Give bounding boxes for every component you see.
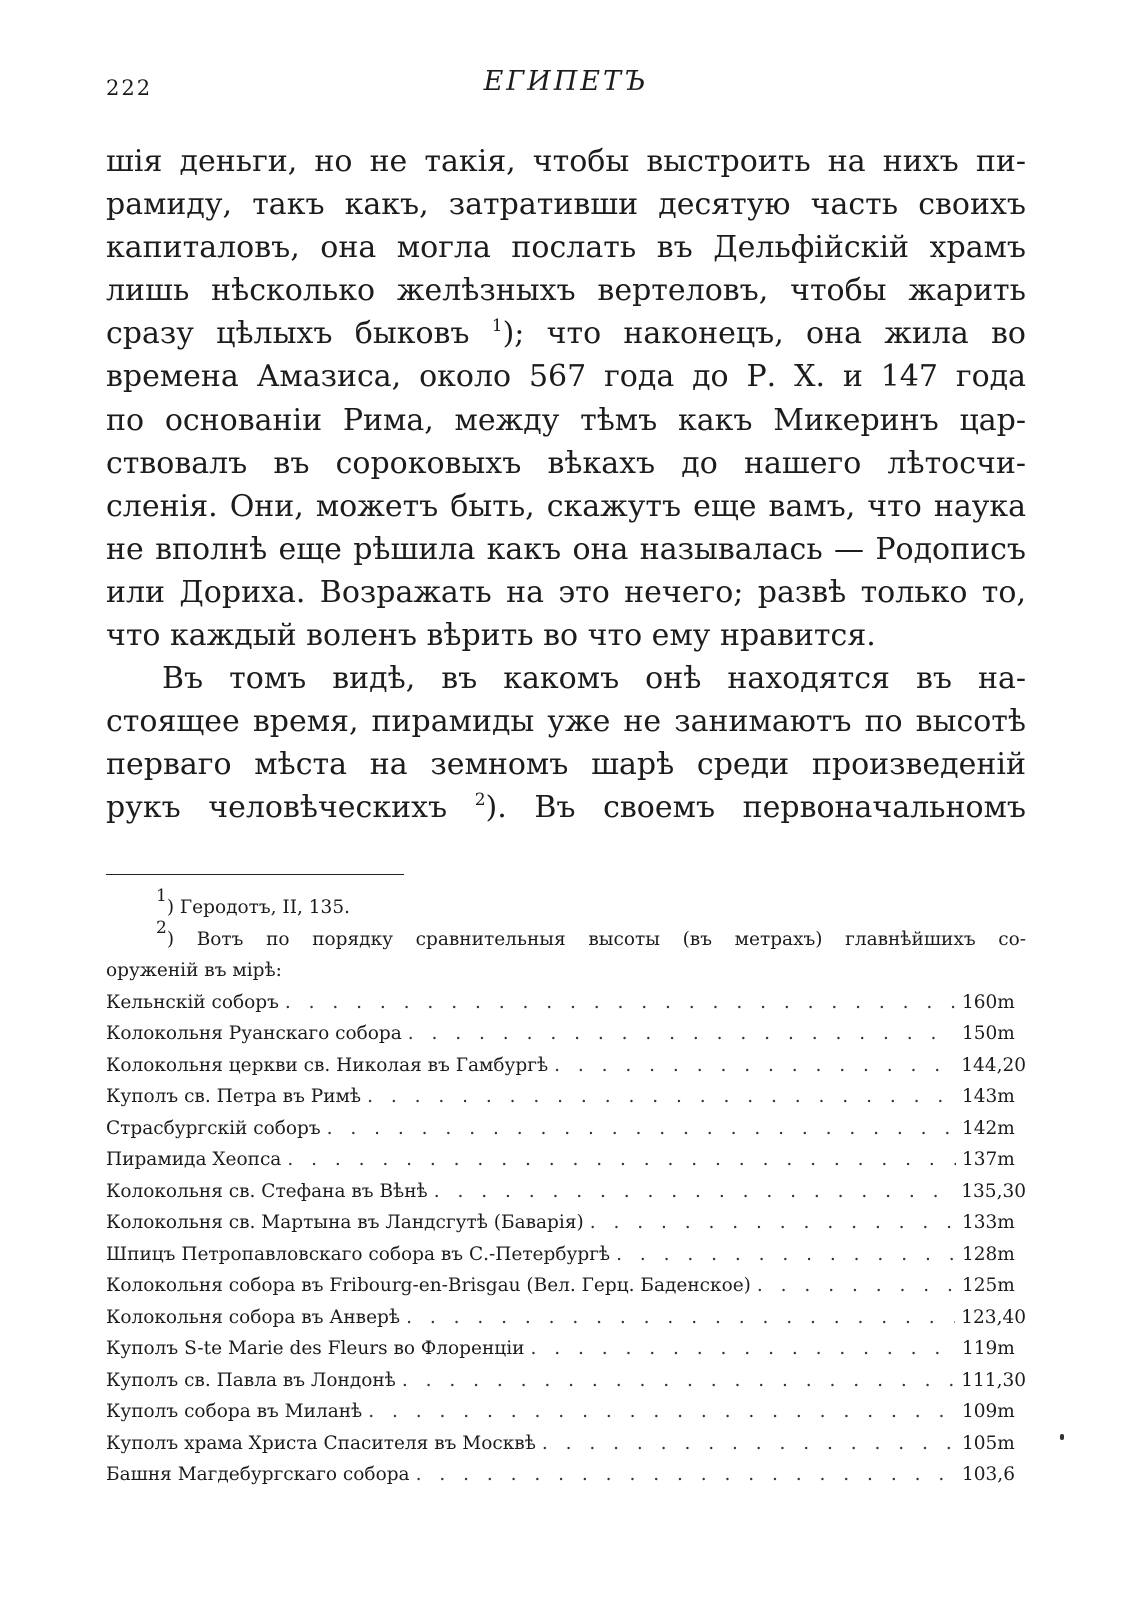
entry-value: 144,20 [961,1054,1026,1076]
text-line: шія деньги, но не такія, чтобы выстроить на нихъ пи- [106,144,1026,179]
footnote-divider [106,874,404,875]
text-line: стоящее время, пирамиды уже не занимаютъ по высотѣ [106,704,1026,740]
entry-value: 137m [962,1149,1015,1170]
dot-leader [416,1459,956,1491]
footnote-1 [106,886,1026,924]
footnote-ref-1: 1 [491,316,503,337]
height-entry [106,1050,1026,1082]
dot-leader [530,1333,956,1365]
entry-label: Куполъ св. Петра въ Римѣ [106,1086,362,1107]
entry-label: Колокольня церкви св. Николая въ Гамбургѣ [106,1054,549,1076]
entry-value: 123,40 [961,1306,1026,1328]
height-entry [106,1270,1026,1302]
footnote-text: ) Геродотъ, II, 135. [166,897,350,918]
footnote-2 [106,917,1026,956]
entry-value: 128m [962,1243,1015,1265]
entry-value: 133m [962,1212,1015,1233]
text-line: Въ томъ видѣ, въ какомъ онѣ находятся въ на- [162,661,1026,697]
text-line [106,786,1026,829]
text-line: рамиду, такъ какъ, затративши десятую часть своихъ [106,187,1026,223]
entry-value: 119m [962,1338,1015,1359]
height-entry [106,1176,1026,1208]
entry-label: Башня Магдебургскаго собора [106,1464,410,1485]
text-line: ствовалъ въ сороковыхъ вѣкахъ до нашего лѣтосчи- [106,445,1026,481]
entry-value: 160m [962,991,1015,1013]
page-number: 222 [106,76,153,100]
entry-label: Куполъ св. Павла въ Лондонѣ [106,1369,396,1391]
ink-speck [1060,1434,1064,1440]
entry-label: Пирамида Хеопса [106,1149,282,1170]
dot-leader [590,1207,956,1239]
entry-value: 109m [962,1401,1015,1422]
dot-leader [406,1302,955,1334]
dot-leader [616,1239,956,1271]
entry-value: 103,6 [962,1464,1015,1485]
text-line: не вполнѣ еще рѣшила какъ она называлась — Родописъ [106,531,1026,567]
footnote-2-cont: оруженій въ мірѣ: [106,960,282,981]
height-entry [106,1018,1026,1050]
dot-leader [434,1176,956,1208]
height-entry [106,1365,1026,1397]
text-segment: рукъ человѣческихъ [106,790,448,826]
entry-value: 143m [962,1086,1015,1107]
text-line: или Дориха. Возражать на это нечего; развѣ только то, [106,574,1026,610]
footnote-marker: 2 [156,917,167,938]
height-entry [106,1428,1026,1460]
text-line: перваго мѣста на земномъ шарѣ среди произведеній [106,747,1026,783]
entry-label: Колокольня собора въ Fribourg-en-Brisgau (Вел. Герц. Баденское) [106,1275,751,1296]
dot-leader [327,1113,956,1145]
dot-leader [554,1050,955,1082]
height-entry [106,1144,1026,1176]
dot-leader [408,1018,956,1050]
entry-label: Куполъ S-te Marie des Fleurs во Флоренціи [106,1338,525,1359]
height-entry [106,1113,1026,1145]
page-header [106,66,1026,106]
entry-label: Куполъ храма Христа Спасителя въ Москвѣ [106,1432,536,1454]
body-text [106,140,1026,830]
entry-label: Колокольня Руанскаго собора [106,1023,402,1044]
dot-leader [287,1144,956,1176]
dot-leader [368,1396,956,1428]
footnotes [106,886,1026,1491]
dot-leader [757,1270,956,1302]
dot-leader [542,1428,956,1460]
entry-label: Куполъ собора въ Миланѣ [106,1401,363,1422]
text-line [106,312,1026,355]
text-line: сленія. Они, можетъ быть, скажутъ еще вамъ, что наука [106,488,1026,524]
entry-value: 142m [962,1117,1015,1139]
dot-leader [285,987,956,1019]
height-entry [106,1333,1026,1365]
entry-value: 105m [962,1432,1015,1454]
entry-label: Кельнскій соборъ [106,991,279,1013]
height-entry [106,1302,1026,1334]
height-entry [106,1239,1026,1271]
height-entry [106,1207,1026,1239]
footnote-text: ) Вотъ по порядку сравнительныя высоты (въ метрахъ) главнѣйшихъ со- [166,928,1026,950]
entry-label: Страсбургскій соборъ [106,1117,321,1139]
entry-label: Колокольня св. Стефана въ Вѣнѣ [106,1180,428,1202]
dot-leader [402,1365,955,1397]
text-segment: ). Въ своемъ первоначальномъ [485,790,1026,826]
entry-value: 125m [962,1275,1015,1296]
height-entry [106,1459,1026,1491]
footnote-ref-2: 2 [474,790,486,811]
entry-label: Шпицъ Петропавловскаго собора въ С.-Петербургѣ [106,1243,611,1265]
text-line: по основаніи Рима, между тѣмъ какъ Микеринъ цар- [106,402,1026,438]
entry-value: 150m [962,1023,1015,1044]
text-segment: ); что наконецъ, она жила во [502,316,1026,352]
text-line: что каждый воленъ вѣрить во что ему нравится. [106,618,876,654]
entry-label: Колокольня св. Мартына въ Ландсгутѣ (Баварія) [106,1212,584,1233]
text-segment: сразу цѣлыхъ быковъ [106,316,470,352]
height-entry [106,1081,1026,1113]
height-entry [106,987,1026,1019]
footnote-marker: 1 [156,886,167,906]
text-line: лишь нѣсколько желѣзныхъ вертеловъ, чтобы жарить [106,273,1026,309]
text-line: капиталовъ, она могла послать въ Дельфійскій храмъ [106,230,1026,266]
running-title: ЕГИПЕТЪ [483,66,649,97]
entry-value: 135,30 [961,1180,1026,1202]
text-line: времена Амазиса, около 567 года до Р. Х. и 147 года [106,359,1026,395]
dot-leader [367,1081,956,1113]
entry-label: Колокольня собора въ Анверѣ [106,1306,401,1328]
entry-value: 111,30 [961,1369,1026,1391]
height-entry [106,1396,1026,1428]
